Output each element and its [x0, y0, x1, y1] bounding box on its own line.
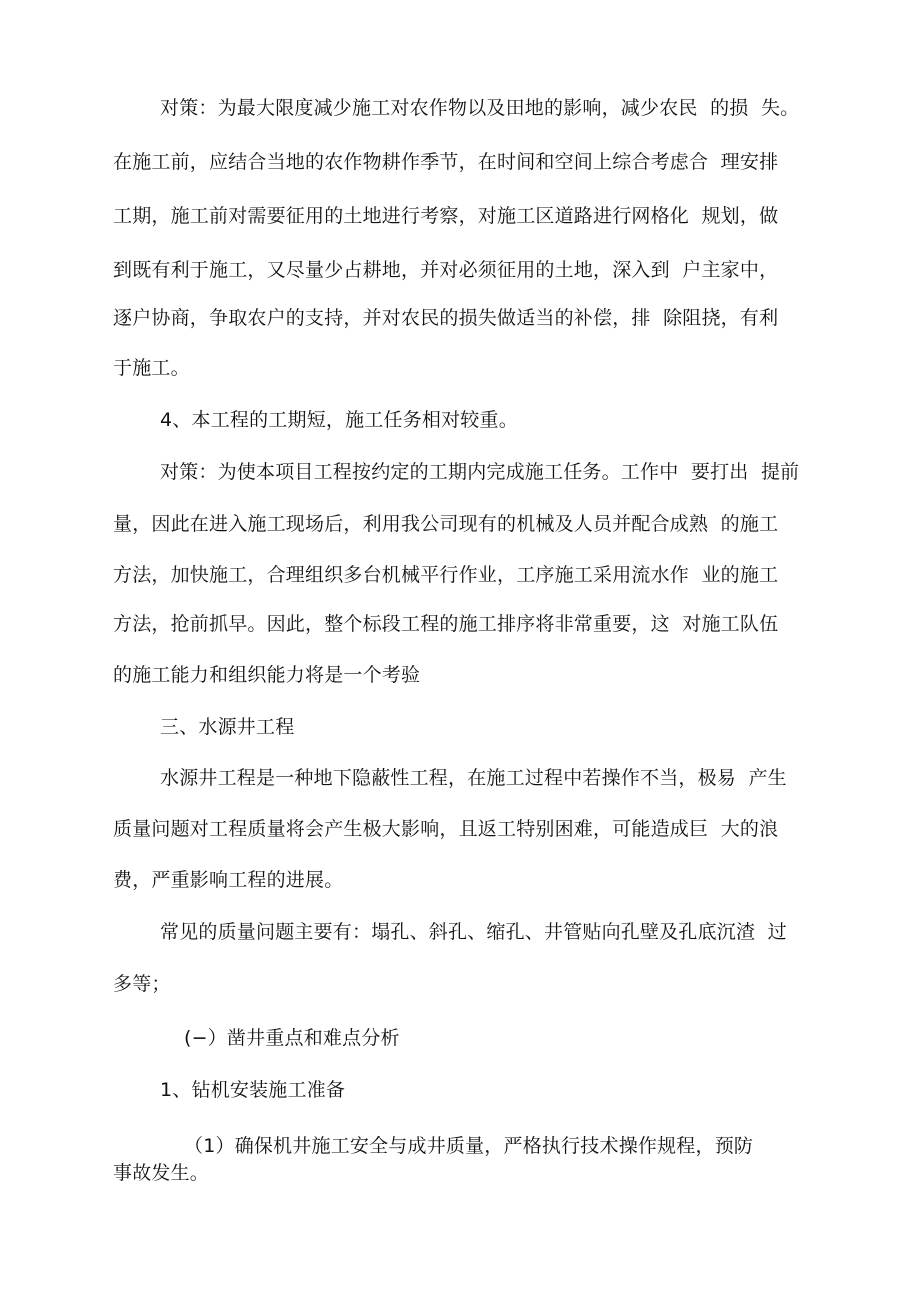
paragraph-line: 于施工。	[113, 357, 190, 379]
paragraph-line: 在施工前，应结合当地的农作物耕作季节，在时间和空间上综合考虑合 理安排	[113, 151, 779, 173]
paragraph-line: 事故发生。	[113, 1162, 210, 1184]
paragraph-line: 对策：为使本项目工程按约定的工期内完成施工任务。工作中 要打出 提前	[160, 461, 800, 483]
paragraph-line: 费，严重影响工程的进展。	[113, 869, 344, 891]
paragraph-line: 的施工能力和组织能力将是一个考验	[113, 664, 421, 686]
paragraph-line: 对策：为最大限度减少施工对农作物以及田地的影响，减少农民 的损 失。	[160, 97, 800, 119]
paragraph-line: 方法，抢前抓早。因此，整个标段工程的施工排序将非常重要，这 对施工队伍	[113, 613, 779, 635]
paragraph-line: 多等；	[113, 973, 171, 995]
paragraph-line: 逐户协商，争取农户的支持，并对农民的损失做适当的补偿，排 除阻挠，有利	[113, 307, 779, 329]
paragraph-line: （1）确保机井施工安全与成井质量，严格执行技术操作规程，预防	[184, 1135, 754, 1157]
paragraph-line: 到既有利于施工，又尽量少占耕地，并对必须征用的土地，深入到 户主家中，	[113, 259, 779, 281]
paragraph-line: 常见的质量问题主要有：塌孔、斜孔、缩孔、井管贴向孔壁及孔底沉渣 过	[160, 921, 787, 943]
paragraph-line: 质量问题对工程质量将会产生极大影响，且返工特别困难，可能造成巨 大的浪	[113, 818, 779, 840]
paragraph-line: 工期，施工前对需要征用的土地进行考察，对施工区道路进行网格化 规划，做	[113, 205, 779, 227]
paragraph-line: 方法，加快施工，合理组织多台机械平行作业，工序施工采用流水作 业的施工	[113, 564, 779, 586]
paragraph-line: 量，因此在进入施工现场后，利用我公司现有的机械及人员并配合成熟 的施工	[113, 513, 779, 535]
section-heading: 4、本工程的工期短，施工任务相对较重。	[160, 409, 518, 431]
subsection-heading: 1、钻机安装施工准备	[160, 1079, 346, 1101]
subsection-heading: (−）凿井重点和难点分析	[184, 1027, 400, 1049]
section-heading: 三、水源井工程	[160, 716, 295, 738]
paragraph-line: 水源井工程是一种地下隐蔽性工程，在施工过程中若操作不当，极易 产生	[160, 767, 787, 789]
